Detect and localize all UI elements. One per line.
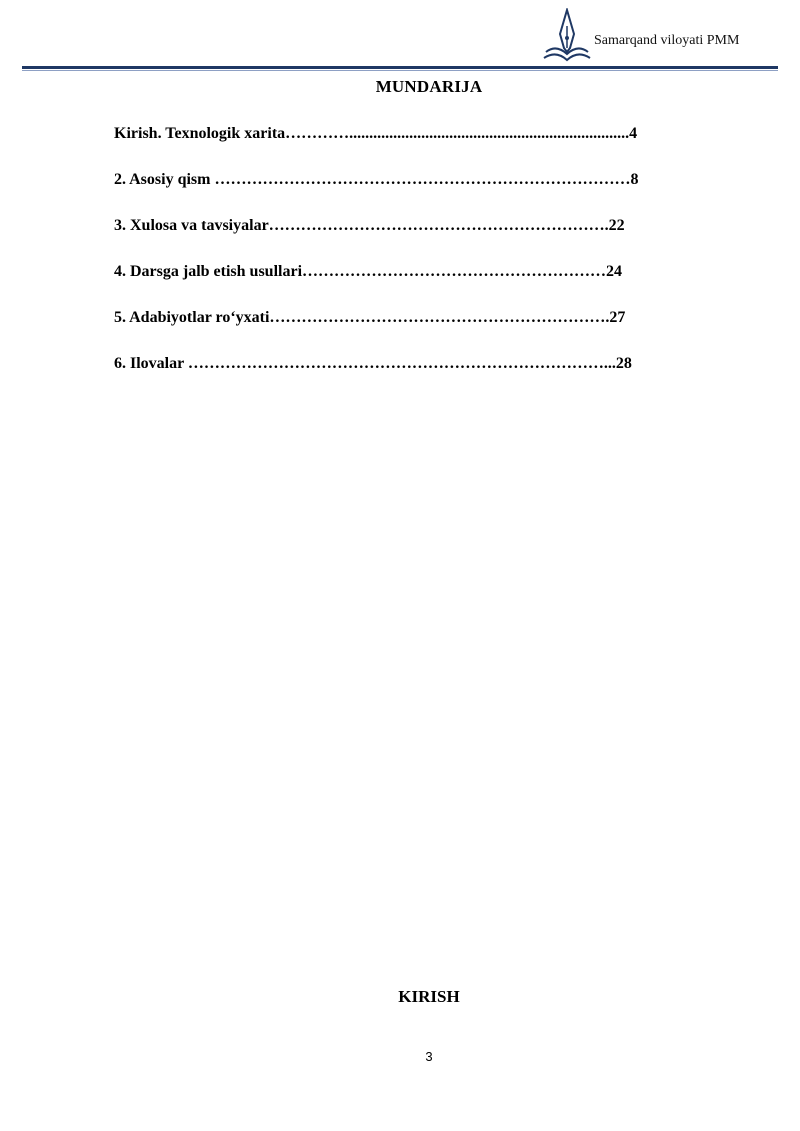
toc-entry[interactable]: 5. Adabiyotlar ro‘yxati……………………………………………………….27 [114,309,626,326]
toc-entry[interactable]: 3. Xulosa va tavsiyalar……………………………………………………….22 [114,217,625,234]
toc-entry[interactable]: 2. Asosiy qism ……………………………………………………………………8 [114,171,639,188]
toc-entry[interactable]: Kirish. Texnologik xarita…………......................................................................4 [114,125,638,142]
organization-name: Samarqand viloyati PMM [594,33,740,48]
page-number: 3 [425,1049,433,1064]
page-header [0,0,800,72]
pen-nib-book-logo [542,8,592,66]
toc-entry[interactable]: 4. Darsga jalb etish usullari…………………………………………………24 [114,263,623,280]
toc-entry[interactable]: 6. Ilovalar ……………………………………………………………………...28 [114,355,632,372]
header-rule-thin [22,70,778,71]
header-rule [22,66,778,69]
table-of-contents [114,124,638,400]
section-heading: KIRISH [398,987,460,1006]
toc-title: MUNDARIJA [375,77,483,96]
